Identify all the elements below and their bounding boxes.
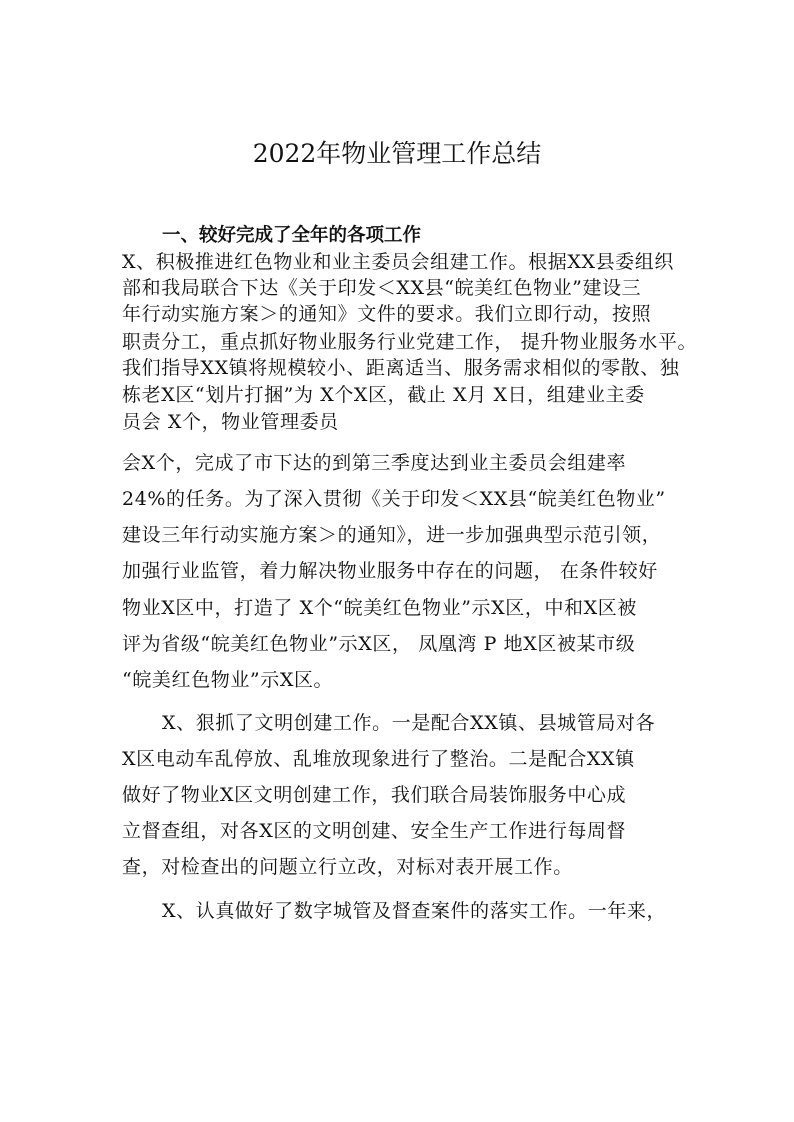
- paragraph-line: X、狠抓了文明创建工作。一是配合XX镇、县城管局对各: [162, 712, 656, 734]
- paragraph-line: 栋老X区“划片打捆”为 X个X区，截止 X月 X日，组建业主委: [122, 384, 645, 406]
- paragraph-line: 物业X区中，打造了 X个“皖美红色物业”示X区，中和X区被: [122, 597, 637, 619]
- paragraph-line: 做好了物业X区文明创建工作，我们联合局装饰服务中心成: [122, 784, 627, 806]
- paragraph-line: 加强行业监管，着力解决物业服务中存在的问题， 在条件较好: [122, 560, 658, 582]
- paragraph-line: 会X个，完成了市下达的到第三季度达到业主委员会组建率: [122, 452, 627, 474]
- paragraph-line: 我们指导XX镇将规模较小、距离适当、服务需求相似的零散、独: [122, 357, 680, 379]
- paragraph-line: “皖美红色物业”示X区。: [122, 669, 334, 691]
- paragraph-line: 立督查组，对各X区的文明创建、安全生产工作进行每周督: [122, 820, 627, 842]
- paragraph-line: 评为省级“皖美红色物业”示X区， 凤凰湾 P 地X区被某市级: [122, 633, 636, 655]
- paragraph-line: X、积极推进红色物业和业主委员会组建工作。根据XX县委组织: [122, 251, 674, 273]
- paragraph-line: 建设三年行动实施方案＞的通知》，进一步加强典型示范引领，: [122, 524, 662, 546]
- section-heading: 一、较好完成了全年的各项工作: [162, 225, 422, 246]
- paragraph-line: X区电动车乱停放、乱堆放现象进行了整治。二是配合XX镇: [122, 748, 635, 770]
- paragraph-line: 职责分工，重点抓好物业服务行业党建工作， 提升物业服务水平。: [122, 331, 698, 353]
- paragraph-line: 24%的任务。为了深入贯彻《关于印发＜XX县“皖美红色物业”: [122, 488, 666, 510]
- paragraph-line: X、认真做好了数字城管及督查案件的落实工作。一年来，: [162, 900, 667, 922]
- document-title: 2022年物业管理工作总结: [252, 139, 542, 168]
- paragraph-line: 员会 X个，物业管理委员: [122, 411, 339, 433]
- paragraph-line: 查，对检查出的问题立行立改，对标对表开展工作。: [122, 856, 573, 878]
- paragraph-line: 年行动实施方案＞的通知》文件的要求。我们立即行动，按照: [122, 303, 652, 325]
- paragraph-line: 部和我局联合下达《关于印发＜XX县“皖美红色物业”建设三: [122, 277, 642, 299]
